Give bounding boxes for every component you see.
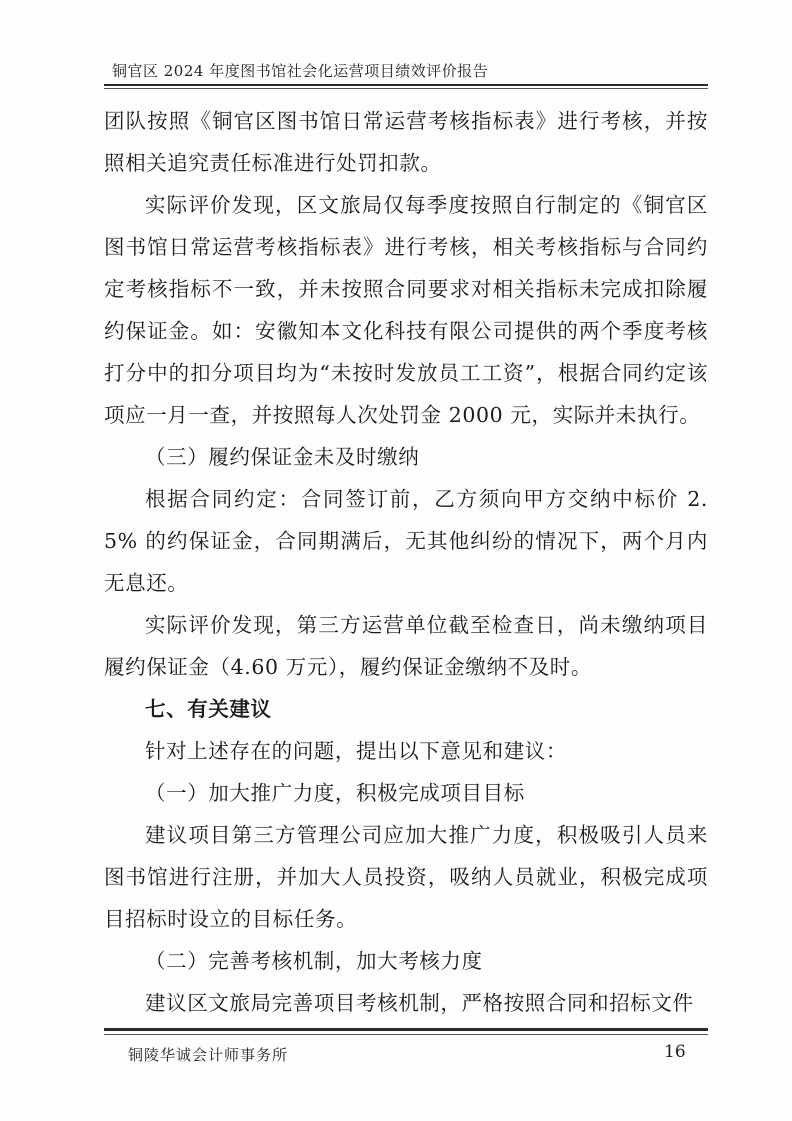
footer-rule [104,1028,708,1031]
paragraph-promotion: 建议项目第三方管理公司应加大推广力度，积极吸引人员来图书馆进行注册，并加大人员投资，吸纳人员就业，积极完成项目招标时设立的目标任务。 [104,823,708,931]
footer-firm-name: 铜陵华诚会计师事务所 [128,1046,289,1064]
header-rule [104,84,708,86]
footer-rule-thin [104,1034,708,1035]
section-heading-recommendations: 七、有关建议 [145,697,272,721]
page-number: 16 [664,1042,686,1062]
paragraph-assessment: 建议区文旅局完善项目考核机制，严格按照合同和招标文件 [145,991,694,1015]
page-header-title: 铜官区 2024 年度图书馆社会化运营项目绩效评价报告 [112,62,489,80]
subheading-promotion: （一）加大推广力度，积极完成项目目标 [145,781,525,805]
subheading-assessment: （二）完善考核机制，加大考核力度 [145,949,483,973]
paragraph-evaluation-finding-1: 实际评价发现，区文旅局仅每季度按照自行制定的《铜官区图书馆日常运营考核指标表》进行考核，相关考核指标与合同约定考核指标不一致，并未按照合同要求对相关指标未完成扣除履约保证金。如：安徽知本文化科技有限公司提供的两个季度考核打分中的扣分项目均为“未按时发放员工工资”，根据合同约定该项应一月一查，并按照每人次处罚金 2000 元，实际并未执行。 [104,193,708,427]
paragraph-evaluation-finding-2: 实际评价发现，第三方运营单位截至检查日，尚未缴纳项目履约保证金（4.60 万元），履约保证金缴纳不及时。 [104,613,708,679]
paragraph-continuation: 团队按照《铜官区图书馆日常运营考核指标表》进行考核，并按照相关追究责任标准进行处罚扣款。 [104,109,708,175]
subheading-deposit-late: （三）履约保证金未及时缴纳 [145,445,420,469]
paragraph-intro-recommendations: 针对上述存在的问题，提出以下意见和建议： [145,739,567,763]
paragraph-contract-terms: 根据合同约定：合同签订前，乙方须向甲方交纳中标价 2.5% 的约保证金，合同期满后，无其他纠纷的情况下，两个月内无息还。 [104,487,708,595]
document-body [104,100,708,1024]
header-rule-thin [104,88,708,89]
